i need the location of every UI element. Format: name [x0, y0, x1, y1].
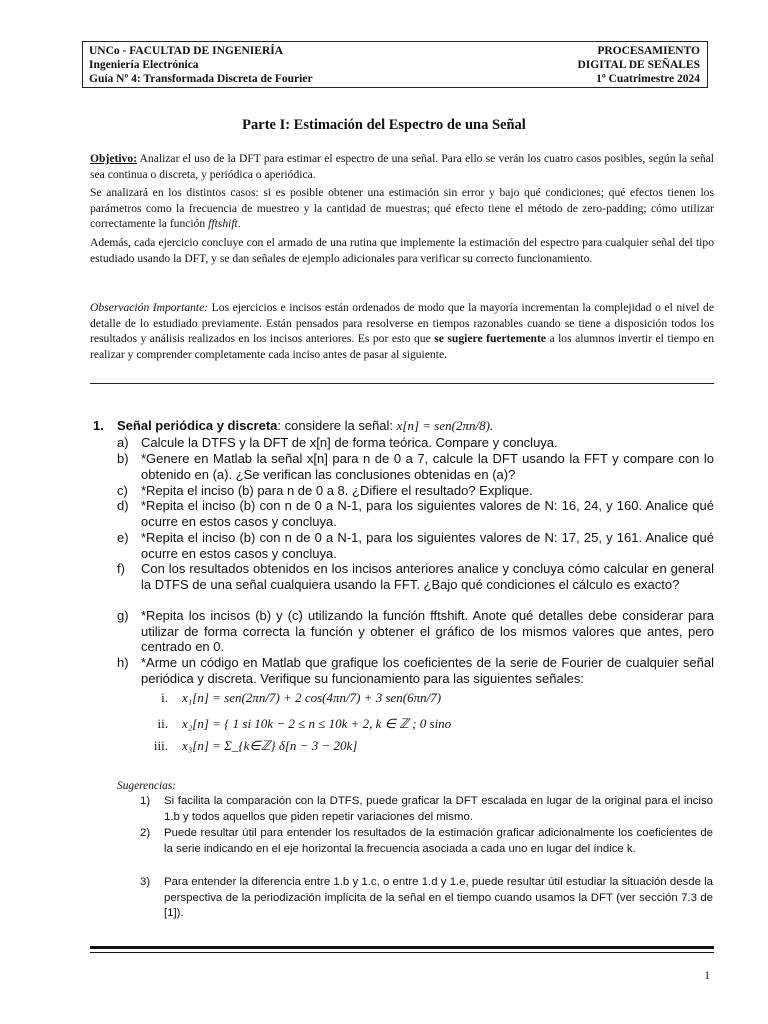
item-label: e): [117, 530, 129, 545]
signal-formula: x₁[n] = sen(2πn/7) + 2 cos(4πn/7) + 3 sen(6πn/7): [182, 690, 442, 705]
item-e: [117, 530, 714, 561]
item-text: *Arme un código en Matlab que grafique los coeficientes de la serie de Fourier de cualquier señal periódica y discreta. Verifique su funcionamiento para las siguientes señales:: [141, 655, 714, 686]
exercise-number: 1.: [93, 418, 104, 433]
note-label: Observación Importante:: [90, 301, 209, 314]
signal-label: i.: [161, 690, 168, 705]
document-header: [82, 41, 708, 88]
note-paragraph: [90, 300, 714, 362]
item-label: d): [117, 498, 129, 513]
header-university: UNCo - FACULTAD DE INGENIERÍA: [89, 45, 284, 57]
signal-iii: [148, 738, 357, 754]
item-f: [117, 561, 714, 592]
item-text: *Repita los incisos (b) y (c) utilizando la función fftshift. Anote qué detalles debe considerar para utilizar de forma correcta la función y obtener el gráfico de los mismos valores que antes, pero centrado en 0.: [141, 608, 714, 655]
item-g: [117, 608, 714, 655]
objective-text: Analizar el uso de la DFT para estimar el espectro de una señal. Para ello se verán los cuatro casos posibles, según la señal sea continua o discreta, y periódica o aperiódica.: [90, 152, 714, 181]
signal-formula: x₃[n] = Σ_{k∈ℤ} δ[n − 3 − 20k]: [182, 738, 358, 753]
suggestion-text: Puede resultar útil para entender los resultados de la estimación graficar adicionalmente los coeficientes de la serie indicando en el eje horizontal la frecuencia asociada a cada uno en lugar del índice k.: [164, 827, 713, 855]
suggestion-text: Para entender la diferencia entre 1.b y 1.c, o entre 1.d y 1.e, puede resultar útil estudiar la situación desde la perspectiva de la periodización implícita de la señal en el tiempo cuando usamos la DFT (ver sección 7.3 de [1]).: [164, 876, 713, 920]
header-guide: Guía Nº 4: Transformada Discreta de Fourier: [89, 73, 313, 85]
note-emphasis: se sugiere fuertemente: [434, 332, 546, 346]
header-program: Ingeniería Electrónica: [89, 59, 199, 71]
header-term: 1º Cuatrimestre 2024: [596, 73, 700, 85]
item-text: *Repita el inciso (b) para n de 0 a 8. ¿Difiere el resultado? Explique.: [141, 483, 533, 498]
fftshift-term: fftshift: [208, 217, 238, 231]
summary-paragraph: Además, cada ejercicio concluye con el armado de una rutina que implemente la estimación del espectro para cualquier señal del tipo estudiado usando la DFT, y se dan señales de ejemplo adicionales para verificar su correcto funcionamiento.: [90, 236, 714, 265]
signal-formula: x₂[n] = { 1 si 10k − 2 ≤ n ≤ 10k + 2, k ∈ ℤ ; 0 sino: [182, 716, 452, 731]
item-text: *Repita el inciso (b) con n de 0 a N-1, para los siguientes valores de N: 17, 25, y 161. Analice qué ocurre en estos casos y concluya.: [141, 530, 714, 561]
suggestion-text: Si facilita la comparación con la DTFS, puede graficar la DFT escalada en lugar de la original para el inciso 1.b y todos aquellos que piden repetir variaciones del mismo.: [164, 795, 713, 823]
header-course-2: DIGITAL DE SEÑALES: [577, 59, 700, 71]
header-right: [578, 44, 701, 86]
suggestion-3: [140, 875, 713, 922]
item-text: Con los resultados obtenidos en los incisos anteriores analice y concluya cómo calcular en general la DTFS de una señal cualquiera usando la FFT. ¿Bajo qué condiciones el cálculo es exacto?: [141, 561, 714, 592]
exercise-signal: x[n] = sen(2πn/8).: [396, 418, 494, 433]
objective-paragraph: [90, 151, 714, 182]
item-label: a): [117, 435, 129, 450]
signal-ii: [148, 716, 451, 732]
signal-i: [148, 690, 441, 706]
exercise-intro: : considere la señal:: [277, 418, 397, 433]
footer-rule-thin: [90, 952, 714, 953]
item-label: g): [117, 608, 129, 623]
item-d: [117, 498, 714, 529]
note-text-2: a los alumnos invertir el tiempo en realizar y comprender completamente cada inciso antes de pasar al siguiente.: [90, 332, 714, 361]
suggestion-label: 3): [140, 876, 151, 888]
footer-rule-thick: [90, 946, 714, 949]
item-label: b): [117, 451, 129, 466]
objective-label: Objetivo:: [90, 152, 138, 165]
suggestions-heading: Sugerencias:: [117, 780, 177, 792]
header-course-1: PROCESAMIENTO: [597, 45, 700, 57]
suggestion-2: [140, 826, 713, 857]
item-a: [117, 435, 714, 451]
analysis-paragraph: [90, 185, 714, 232]
suggestion-label: 1): [140, 795, 151, 807]
section-divider: [90, 383, 714, 384]
page-number: 1: [704, 970, 710, 982]
signal-label: ii.: [157, 716, 168, 731]
signal-label: iii.: [153, 738, 168, 753]
item-text: *Genere en Matlab la señal x[n] para n de 0 a 7, calcule la DFT usando la FFT y compare con lo obtenido en (a). ¿Se verifican las conclusiones obtenidas en (a)?: [141, 451, 714, 482]
analysis-end: .: [237, 217, 241, 231]
suggestion-1: [140, 794, 713, 825]
item-label: f): [117, 561, 125, 576]
item-h: [117, 655, 714, 686]
exercise-title: Señal periódica y discreta: [117, 418, 278, 433]
note-text-1: Los ejercicios e incisos están ordenados de modo que la mayoría incrementan la complejidad o el nivel de detalle de lo estudiado previamente. Están pensados para resolverse en tiempos razonables cuando se tiene a disposición todos los resultados y análisis realizados en los incisos anteriores. Es por esto que: [90, 301, 714, 346]
exercise-1-heading: [90, 418, 714, 434]
item-label: h): [117, 655, 129, 670]
item-text: Calcule la DTFS y la DFT de x[n] de forma teórica. Compare y concluya.: [141, 435, 558, 450]
header-left: [89, 44, 313, 86]
item-b: [117, 451, 714, 482]
item-c: [117, 483, 714, 499]
suggestion-label: 2): [140, 827, 151, 839]
item-label: c): [117, 483, 128, 498]
page-title: Parte I: Estimación del Espectro de una Señal: [242, 117, 526, 133]
analysis-text: Se analizará en los distintos casos: si es posible obtener una estimación sin error y bajo qué condiciones; qué efectos tienen los parámetros como la frecuencia de muestreo y la cantidad de muestras; qué efecto tiene el método de zero-padding; cómo utilizar correctamente la función: [90, 186, 714, 231]
item-text: *Repita el inciso (b) con n de 0 a N-1, para los siguientes valores de N: 16, 24, y 160. Analice qué ocurre en estos casos y concluya.: [141, 498, 714, 529]
